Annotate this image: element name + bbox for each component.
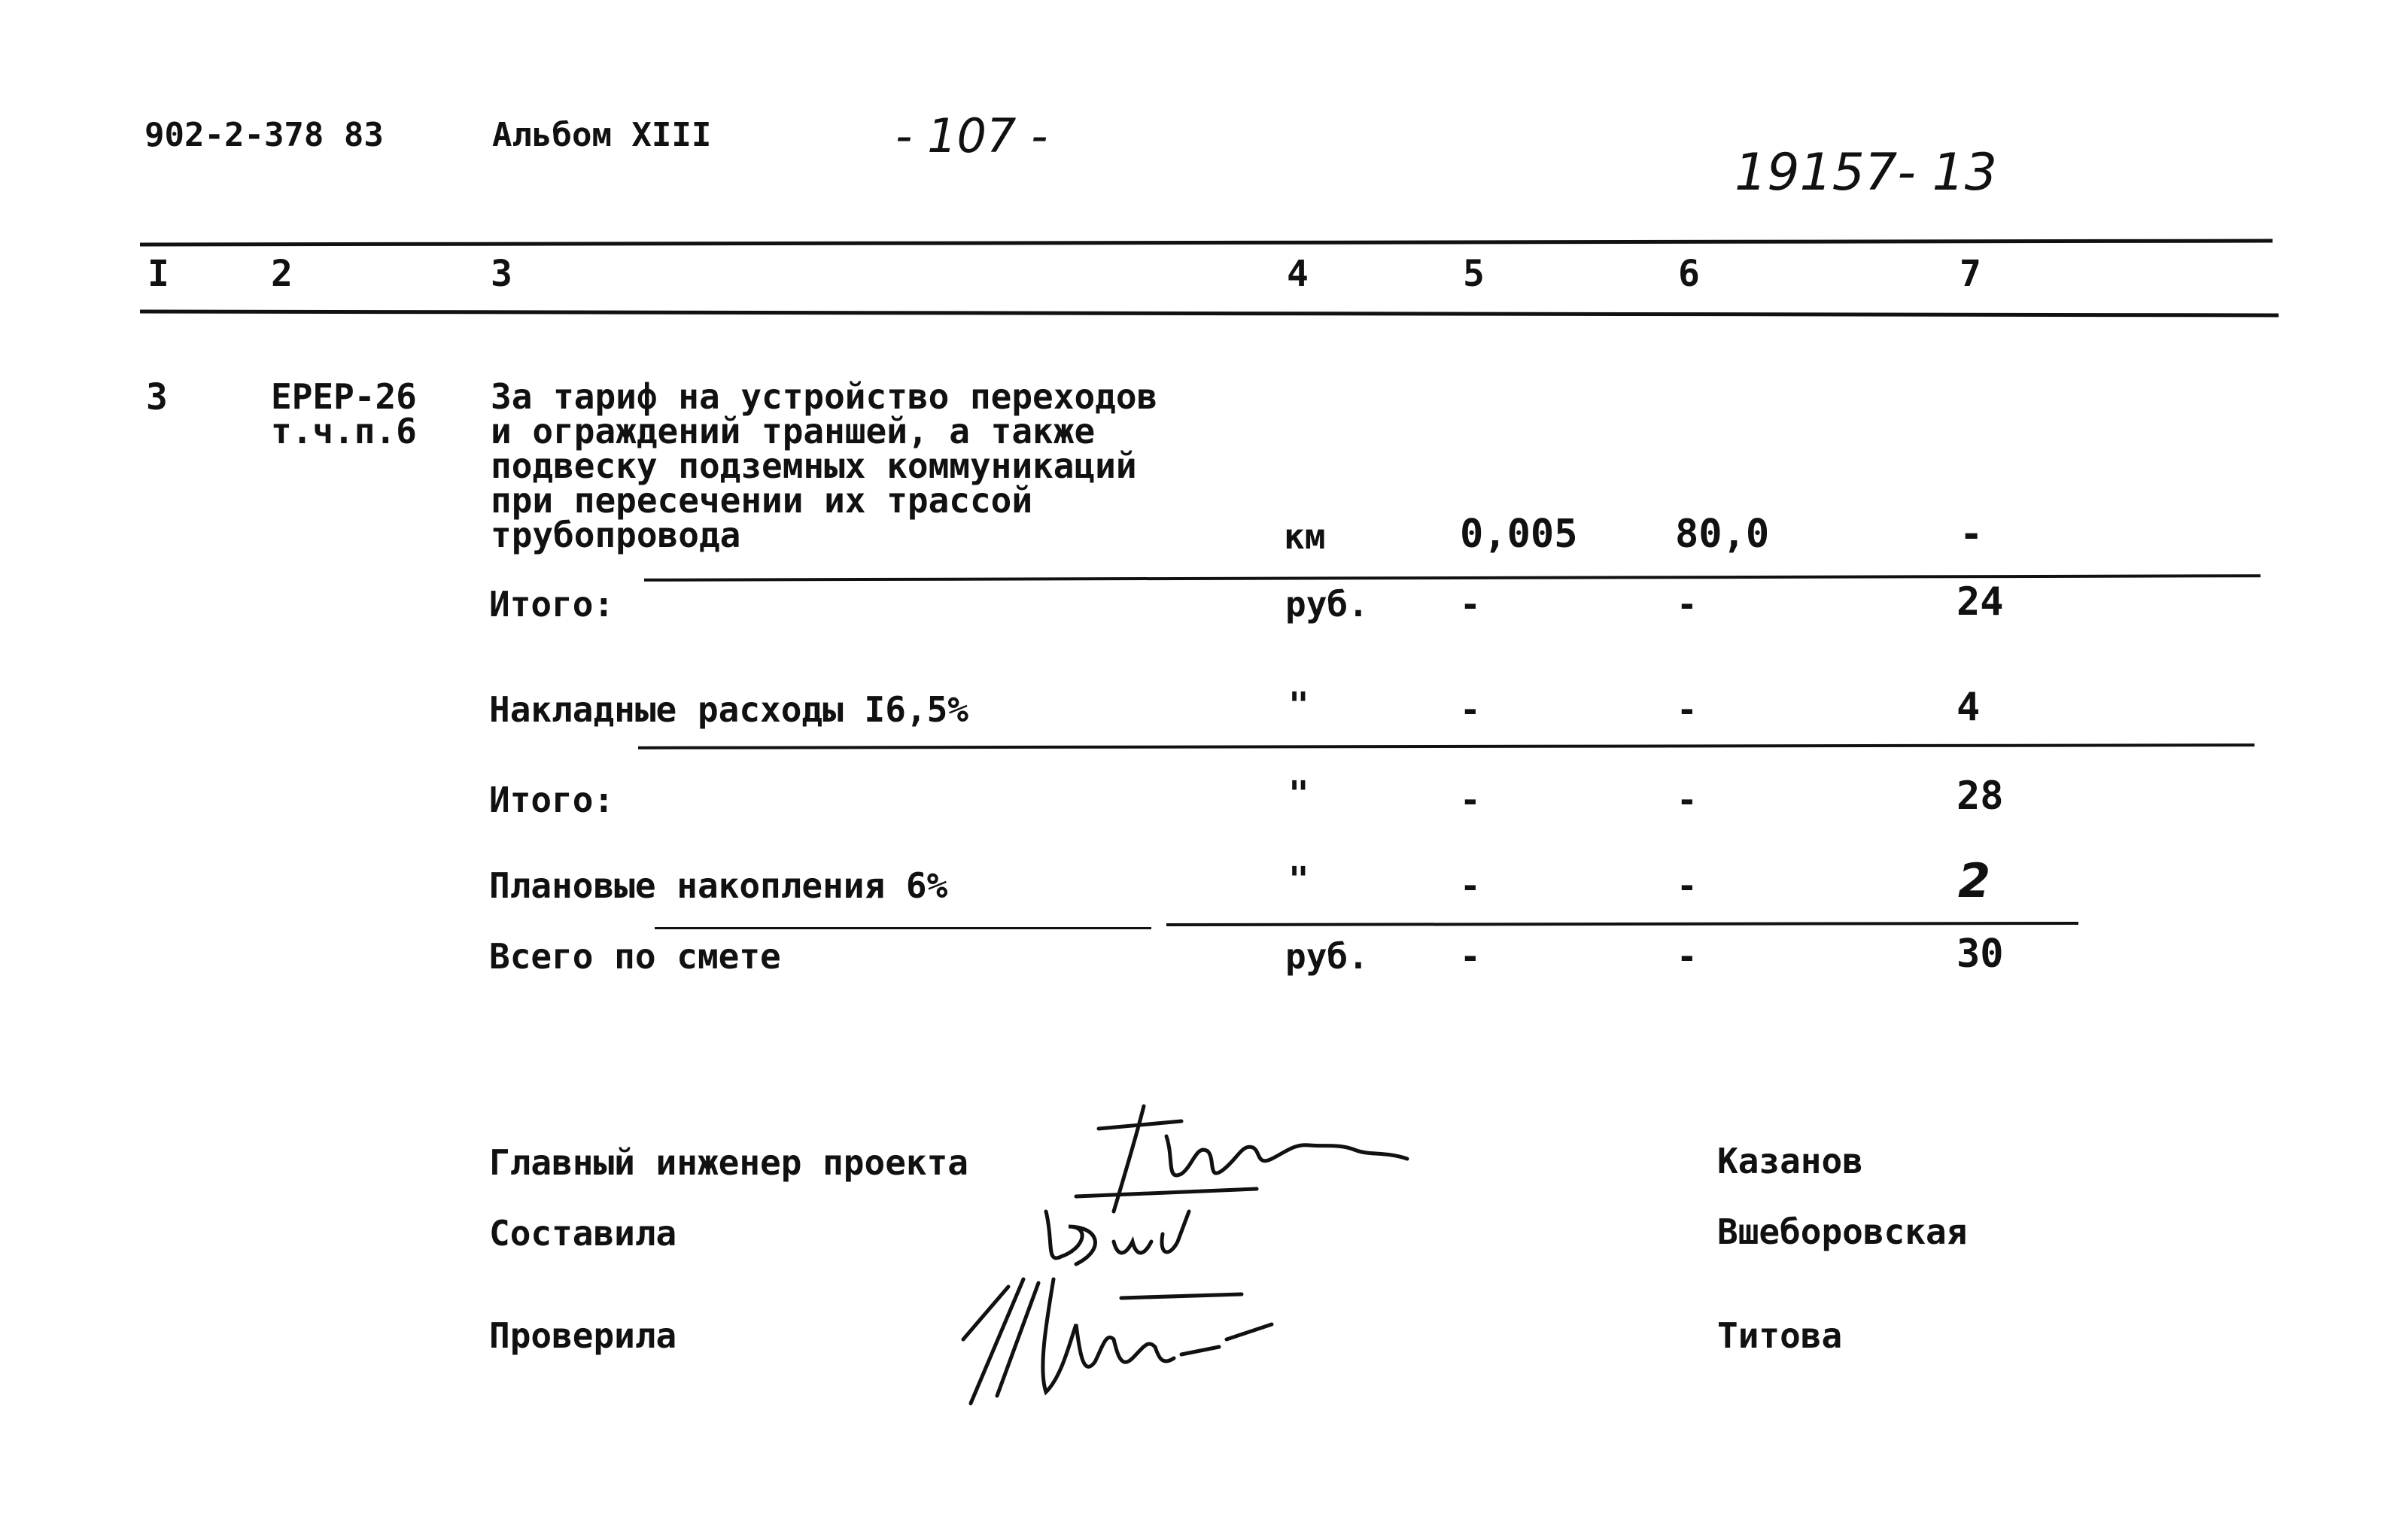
summary-rule: [655, 927, 1151, 929]
summary-amount: 2: [1958, 853, 1991, 908]
item-total: -: [1960, 512, 1984, 557]
summary-col6: -: [1677, 584, 1698, 625]
signature-checked-by: [956, 1264, 1302, 1415]
signature-role: Главный инженер проекта: [489, 1142, 968, 1183]
summary-col6: -: [1677, 936, 1698, 977]
signature-role: Составила: [489, 1213, 677, 1254]
summary-amount: 30: [1956, 932, 2004, 977]
item-unit-price: 80,0: [1675, 512, 1770, 557]
summary-rule: [644, 574, 2261, 582]
summary-col6: -: [1677, 689, 1698, 730]
summary-col5: -: [1460, 936, 1481, 977]
header-bottom-rule: [140, 310, 2279, 318]
summary-amount: 24: [1956, 579, 2004, 625]
item-code-line-2: т.ч.п.6: [271, 411, 417, 451]
summary-label-grand-total: Всего по смете: [489, 936, 781, 977]
item-description-line: и ограждений траншей, а также: [491, 411, 1096, 451]
item-description-line: подвеску подземных коммуникаций: [491, 445, 1137, 486]
signature-role: Проверила: [489, 1315, 677, 1356]
column-number-7: 7: [1960, 253, 1981, 295]
summary-amount: 28: [1956, 774, 2004, 819]
item-description-line: при пересечении их трассой: [491, 480, 1033, 521]
column-number-3: 3: [491, 253, 512, 295]
summary-label-subtotal: Итого:: [489, 584, 615, 625]
summary-label-planned-savings: Плановые накопления 6%: [489, 865, 948, 906]
signature-name: Титова: [1717, 1315, 1843, 1356]
summary-col5: -: [1460, 689, 1481, 730]
item-unit: км: [1284, 516, 1326, 557]
item-code-line-1: ЕРЕР-26: [271, 376, 417, 417]
summary-col5: -: [1460, 780, 1481, 820]
item-description: [491, 376, 1158, 555]
summary-unit: ": [1288, 685, 1309, 725]
signature-name: Вшеборовская: [1717, 1211, 1968, 1252]
summary-label-subtotal: Итого:: [489, 780, 615, 820]
summary-amount: 4: [1956, 685, 1981, 730]
item-description-line: За тариф на устройство переходов: [491, 376, 1158, 417]
summary-label-overhead: Накладные расходы I6,5%: [489, 689, 968, 730]
item-quantity: 0,005: [1460, 512, 1578, 557]
document-code: 902-2-378 83: [144, 116, 384, 154]
summary-rule: [638, 743, 2254, 749]
summary-rule: [1166, 922, 2078, 926]
column-number-1: I: [147, 253, 169, 295]
column-number-6: 6: [1678, 253, 1700, 295]
summary-col6: -: [1677, 865, 1698, 906]
page-number: - 107 -: [895, 108, 1048, 163]
summary-col5: -: [1460, 584, 1481, 625]
item-number: 3: [146, 376, 168, 418]
album-label: Альбом XIII: [492, 116, 712, 154]
summary-unit: ": [1288, 774, 1309, 814]
summary-unit: ": [1288, 859, 1309, 900]
item-description-line: трубопровода: [491, 515, 741, 555]
column-number-5: 5: [1463, 253, 1485, 295]
column-number-2: 2: [271, 253, 293, 295]
summary-col5: -: [1460, 865, 1481, 906]
header-top-rule: [140, 239, 2273, 247]
signature-name: Казанов: [1717, 1141, 1863, 1181]
registration-number: 19157- 13: [1735, 143, 1997, 202]
summary-unit: руб.: [1285, 936, 1369, 977]
summary-col6: -: [1677, 780, 1698, 820]
column-number-4: 4: [1287, 253, 1309, 295]
summary-unit: руб.: [1285, 584, 1369, 625]
